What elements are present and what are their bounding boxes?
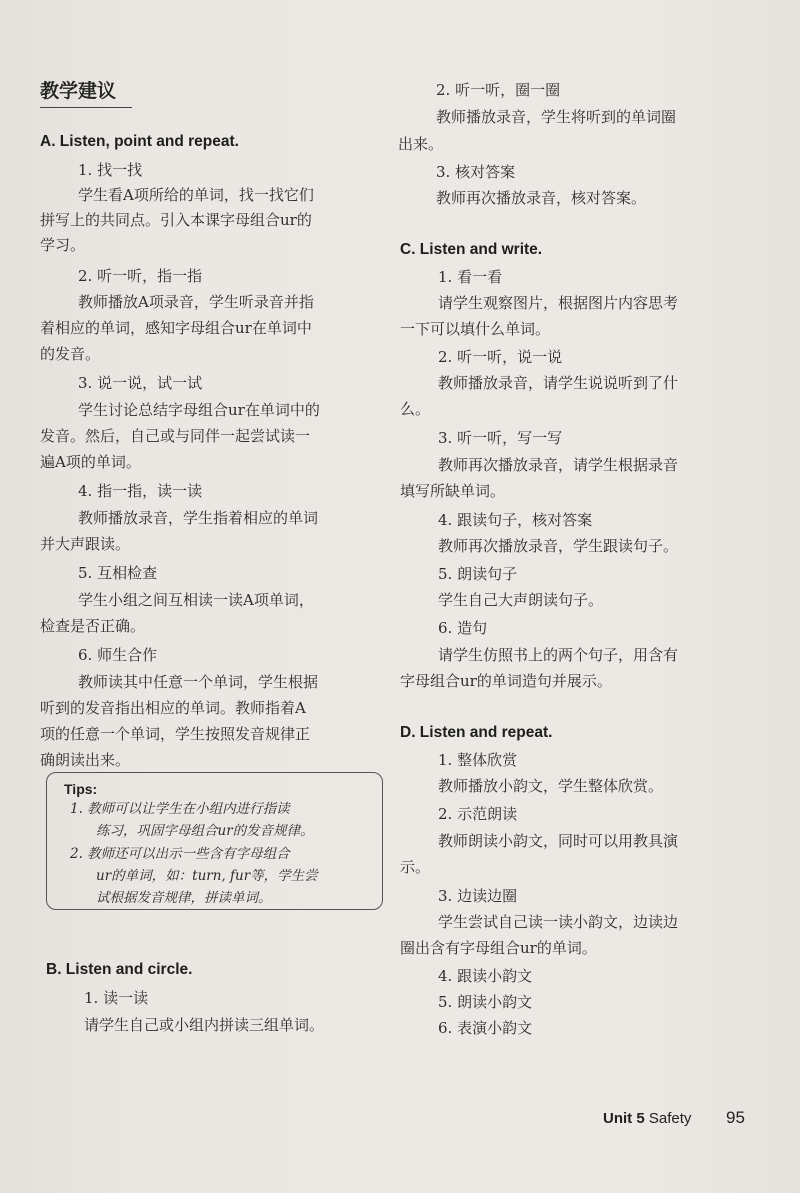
section-d-heading: D. Listen and repeat. xyxy=(400,724,553,741)
section-c-line: 请学生仿照书上的两个句子，用含有 xyxy=(438,646,679,664)
section-a-line: 检查是否正确。 xyxy=(40,617,146,635)
section-a-line: 发音。然后，自己或与同伴一起尝试读一 xyxy=(40,427,311,445)
section-a-heading: A. Listen, point and repeat. xyxy=(40,133,239,150)
section-d-line: 教师播放小韵文，学生整体欣赏。 xyxy=(438,777,664,795)
section-a-line: 1. 找一找 xyxy=(78,161,143,179)
section-c-line: 教师再次播放录音，请学生根据录音 xyxy=(438,456,679,474)
tip-line: 试根据发音规律，拼读单词。 xyxy=(96,890,272,906)
tip-line: 1. 教师可以让学生在小组内进行指读 xyxy=(70,801,290,817)
section-d-line: 教师朗读小韵文，同时可以用教具演 xyxy=(438,832,679,850)
footer-unit-title xyxy=(603,1110,691,1127)
section-d-line: 学生尝试自己读一读小韵文，边读边 xyxy=(438,913,679,931)
section-a-line: 教师读其中任意一个单词，学生根据 xyxy=(78,673,319,691)
section-a-line: 教师播放A项录音，学生听录音并指 xyxy=(78,293,314,311)
section-c-line: 教师播放录音，请学生说说听到了什 xyxy=(438,374,679,392)
section-a-line: 项的任意一个单词，学生按照发音规律正 xyxy=(40,725,311,743)
section-c-line: 6. 造句 xyxy=(438,619,488,637)
section-c-line: 4. 跟读句子，核对答案 xyxy=(438,511,593,529)
section-c-line: 一下可以填什么单词。 xyxy=(400,320,551,338)
section-a-line: 学生看A项所给的单词，找一找它们 xyxy=(78,186,314,204)
page-title: 教学建议 xyxy=(40,76,132,108)
section-c-line: 字母组合ur的单词造句并展示。 xyxy=(400,672,612,690)
section-c-line: 么。 xyxy=(400,400,431,418)
section-b-line: 教师再次播放录音，核对答案。 xyxy=(436,189,647,207)
section-b-line: 3. 核对答案 xyxy=(436,163,516,181)
section-a-line: 5. 互相检查 xyxy=(78,564,158,582)
footer-unit-name: Safety xyxy=(648,1110,692,1127)
section-a-line: 确朗读出来。 xyxy=(40,751,131,769)
page-number: 95 xyxy=(726,1108,745,1127)
section-a-line: 4. 指一指，读一读 xyxy=(78,482,203,500)
section-c-line: 教师再次播放录音，学生跟读句子。 xyxy=(438,537,679,555)
section-d-line: 5. 朗读小韵文 xyxy=(438,993,533,1011)
section-a-line: 着相应的单词，感知字母组合ur在单词中 xyxy=(40,319,312,337)
section-b-line: 请学生自己或小组内拼读三组单词。 xyxy=(84,1016,325,1034)
section-d-line: 1. 整体欣赏 xyxy=(438,751,518,769)
section-c-line: 填写所缺单词。 xyxy=(400,482,506,500)
section-a-line: 2. 听一听，指一指 xyxy=(78,267,203,285)
section-a-line: 学习。 xyxy=(40,236,86,254)
section-a-line: 听到的发音指出相应的单词。教师指着A xyxy=(40,699,306,717)
section-c-line: 请学生观察图片，根据图片内容思考 xyxy=(438,294,679,312)
section-c-line: 1. 看一看 xyxy=(438,268,503,286)
section-a-line: 6. 师生合作 xyxy=(78,646,158,664)
tip-line: 2. 教师还可以出示一些含有字母组合 xyxy=(70,846,290,862)
section-a-line: 并大声跟读。 xyxy=(40,535,131,553)
section-a-line: 的发音。 xyxy=(40,345,101,363)
section-d-line: 3. 边读边圈 xyxy=(438,887,518,905)
section-c-line: 学生自己大声朗读句子。 xyxy=(438,591,604,609)
section-a-line: 遍A项的单词。 xyxy=(40,453,141,471)
tip-line: 练习，巩固字母组合ur的发音规律。 xyxy=(96,823,314,839)
section-b-line: 出来。 xyxy=(398,135,444,153)
section-a-line: 拼写上的共同点。引入本课字母组合ur的 xyxy=(40,211,312,229)
section-d-line: 4. 跟读小韵文 xyxy=(438,967,533,985)
section-d-line: 2. 示范朗读 xyxy=(438,805,518,823)
section-d-line: 6. 表演小韵文 xyxy=(438,1019,533,1037)
section-a-line: 学生讨论总结字母组合ur在单词中的 xyxy=(78,401,320,419)
section-c-line: 2. 听一听，说一说 xyxy=(438,348,563,366)
tips-label: Tips: xyxy=(64,781,98,797)
section-b-heading: B. Listen and circle. xyxy=(46,961,193,978)
footer-unit-label: Unit 5 xyxy=(603,1110,645,1127)
section-a-line: 学生小组之间互相读一读A项单词， xyxy=(78,591,314,609)
section-c-line: 3. 听一听，写一写 xyxy=(438,429,563,447)
section-a-line: 3. 说一说，试一试 xyxy=(78,374,203,392)
section-c-line: 5. 朗读句子 xyxy=(438,565,518,583)
section-d-line: 示。 xyxy=(400,858,431,876)
section-b-line: 1. 读一读 xyxy=(84,989,149,1007)
section-b-line: 教师播放录音，学生将听到的单词圈 xyxy=(436,108,677,126)
section-b-line: 2. 听一听，圈一圈 xyxy=(436,81,561,99)
section-a-line: 教师播放录音，学生指着相应的单词 xyxy=(78,509,319,527)
section-c-heading: C. Listen and write. xyxy=(400,241,543,258)
section-d-line: 圈出含有字母组合ur的单词。 xyxy=(400,939,597,957)
tip-line: ur的单词，如：turn, fur等，学生尝 xyxy=(96,868,318,884)
